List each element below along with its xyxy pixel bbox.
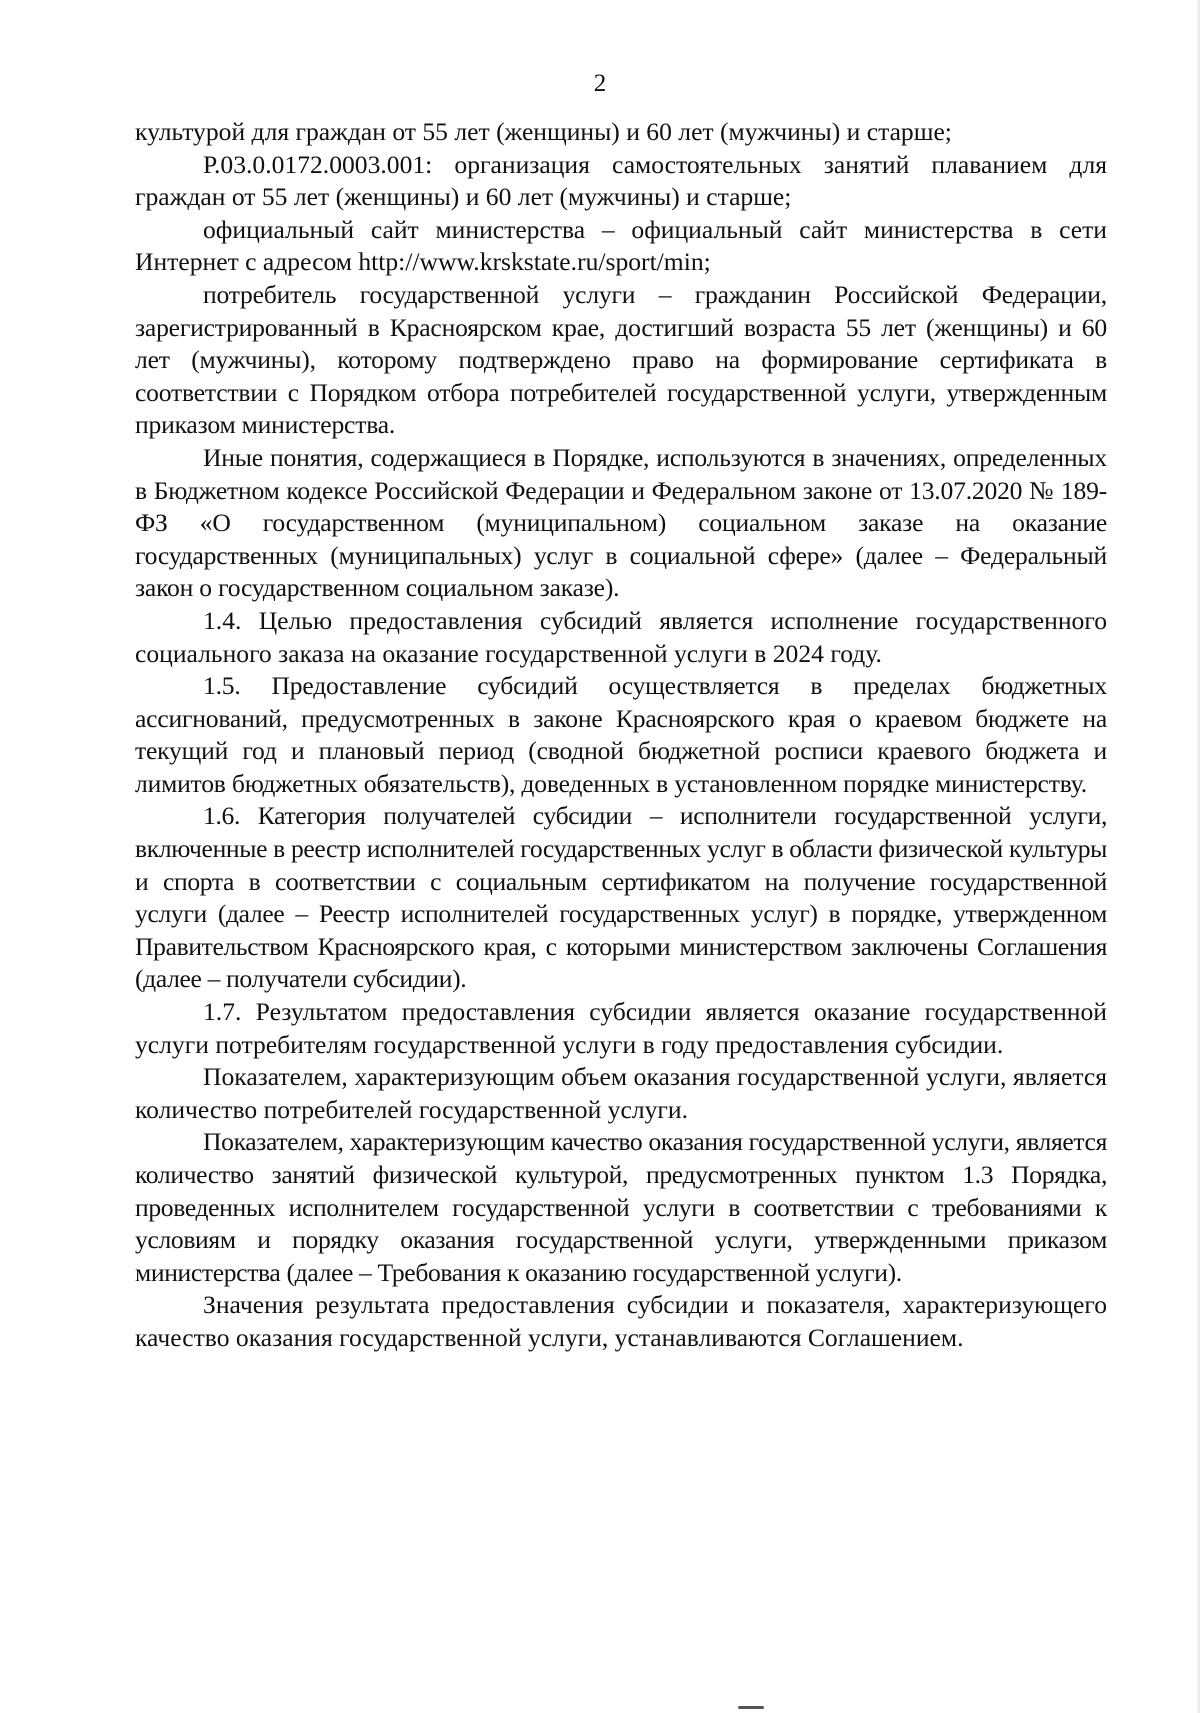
paragraph-swimming-service: Р.03.0.0172.0003.001: организация самостоятельных занятий плаванием для граждан от 55 лет (женщины) и 60 лет (мужчины) и старше; [135,149,1107,212]
scan-artifact-mark [738,1706,764,1709]
paragraph-volume-indicator: Показателем, характеризующим объем оказания государственной услуги, является количество потребителей государственной услуги. [135,1062,1107,1124]
paragraph-values-agreement: Значения результата предоставления субсидии и показателя, характеризующего качество оказания государственной услуги, устанавливаются Соглашением. [135,1290,1107,1352]
document-body [135,116,1107,1355]
paragraph-quality-indicator: Показателем, характеризующим качество оказания государственной услуги, является количество занятий физической культурой, предусмотренных пунктом 1.3 Порядка, проведенных исполнителем государственной услуги в соответствии с требованиями к условиям и порядку оказания государственной услуги, утвержденными приказом министерства (далее – Требования к оказанию государственной услуги). [135,1127,1107,1287]
paragraph-1-5-funding: 1.5. Предоставление субсидий осуществляется в пределах бюджетных ассигнований, предусмотренных в законе Красноярского края о краевом бюджете на текущий год и плановый период (сводной бюджетной росписи краевого бюджета и лимитов бюджетных обязательств), доведенных в установленном порядке министерству. [135,671,1107,798]
paragraph-service-consumer: потребитель государственной услуги – гражданин Российской Федерации, зарегистрированный в Красноярском крае, достигший возраста 55 лет (женщины) и 60 лет (мужчины), которому подтверждено право на формирование сертификата в соответствии с Порядком отбора потребителей государственной услуги, утвержденным приказом министерства. [135,279,1107,440]
page-edge-shadow [1196,0,1200,1713]
paragraph-1-6-recipients: 1.6. Категория получателей субсидии – исполнители государственной услуги, включенные в реестр исполнителей государственных услуг в области физической культуры и спорта в соответствии с социальным сертификатом на получение государственной услуги (далее – Реестр исполнителей государственных услуг) в порядке, утвержденном Правительством Красноярского края, с которыми министерством заключены Соглашения (далее – получатели субсидии). [135,801,1108,994]
paragraph-1-7-result: 1.7. Результатом предоставления субсидии является оказание государственной услуги потребителям государственной услуги в году предоставления субсидии. [135,997,1107,1059]
paragraph-official-site: официальный сайт министерства – официальный сайт министерства в сети Интернет с адресом http://www.krskstate.ru/sport/min; [135,214,1107,277]
paragraph-1-4-purpose: 1.4. Целью предоставления субсидий является исполнение государственного социального заказа на оказание государственной услуги в 2024 году. [135,605,1107,668]
paragraph-other-terms: Иные понятия, содержащиеся в Порядке, используются в значениях, определенных в Бюджетном кодексе Российской Федерации и Федеральном законе от 13.07.2020 № 189-ФЗ «О государственном (муниципальном) социальном заказе на оказание государственных (муниципальных) услуг в социальной сфере» (далее – Федеральный закон о государственном социальном заказе). [135,442,1107,603]
page-number: 2 [593,70,607,97]
paragraph-continuation: культурой для граждан от 55 лет (женщины) и 60 лет (мужчины) и старше; [135,117,952,146]
